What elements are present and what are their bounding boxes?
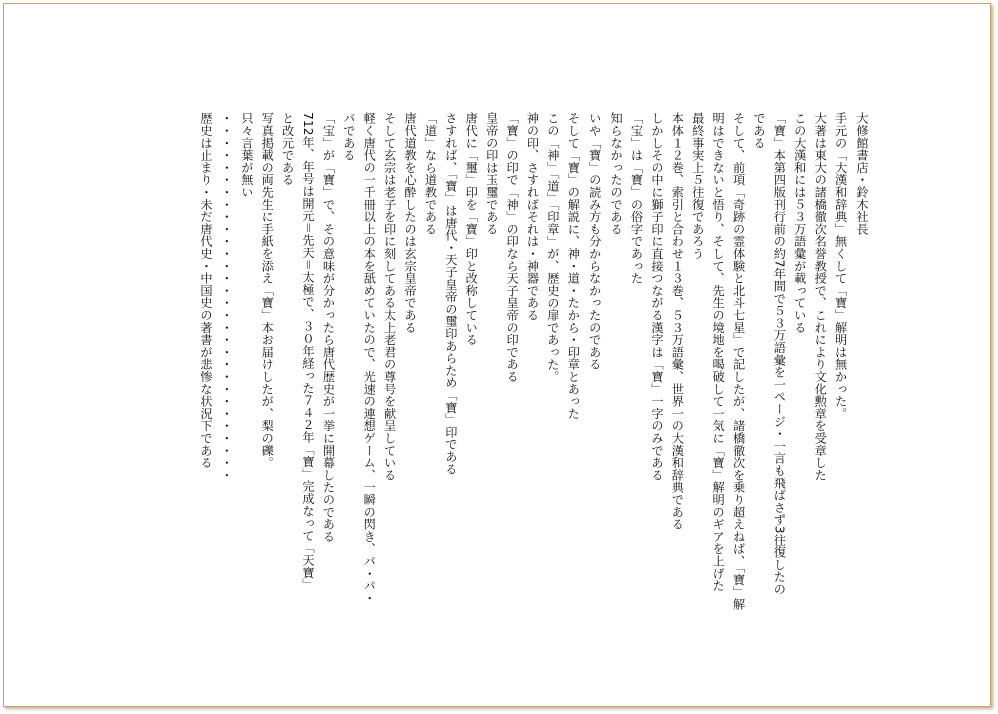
text-line: 軽く唐代の一千冊以上の本を舐めていたので、光速の連想ゲーム、一瞬の閃き、パ・パ・ bbox=[362, 112, 377, 604]
text-line: 只々言葉が無い bbox=[239, 112, 254, 199]
text-line: 写真掲載の両先生に手紙を添え「寶」本お届けしたが、梨の礫。 bbox=[260, 112, 275, 469]
text-line: そして、前項「奇跡の霊体験と北斗七星」で記したが、諸橋徹次を乗り超えねば、「寶」解 bbox=[731, 112, 746, 611]
text-line: この「神」「道」「印章」が、歴史の扉であった。 bbox=[545, 112, 560, 383]
text-line: と改元である bbox=[280, 112, 295, 186]
text-line: いや「寶」の読み方も分からなかったのである bbox=[587, 112, 602, 371]
document-page bbox=[3, 3, 991, 707]
text-line: 知らなかったのである bbox=[609, 112, 624, 235]
text-line: 712年、年号は開元＝先天＝太極で、３０年経った７４２年「寶」完成なって「天寶」 bbox=[301, 112, 316, 591]
text-line: 「宝」が「寶」で、その意味が分かったら唐代歴史が一挙に開幕したのである bbox=[321, 112, 336, 543]
text-line: 「寶」の印で「神」の印なら天子皇帝の印である bbox=[505, 112, 520, 383]
text-line: である bbox=[751, 112, 766, 149]
text-line: 大修館書店・鈴木社長 bbox=[855, 112, 869, 235]
text-line: 神の印、さすればそれは・神器である bbox=[525, 112, 540, 322]
text-line: ・・・・・・・・・・・・・・・・・・・・・・・・・・・・・・ bbox=[219, 112, 234, 481]
text-line: 最終事実上５往復であろう bbox=[690, 112, 705, 260]
text-line: さすれば、「寶」は唐代・天子皇帝の璽印あらため「寶」印である bbox=[443, 112, 458, 475]
vertical-text-body bbox=[196, 112, 872, 672]
text-line: しかしその中に獅子印に直接つながる漢字は「寶」一字のみである bbox=[649, 112, 664, 481]
text-line: パである bbox=[341, 112, 356, 162]
text-line: 大著は東大の諸橋徹次名誉教授で、これにより文化勲章を受章した bbox=[813, 112, 828, 481]
text-line: 皇帝の印は玉璽である bbox=[484, 112, 499, 235]
text-line: 唐代に「璽」印を「寶」印と改称している bbox=[464, 112, 479, 346]
text-line: 歴史は止まり・未だ唐代史・中国史の著書が悲惨な状況下である bbox=[199, 112, 213, 469]
text-line: そして「寶」の解説に、神・道・たから・印章とあった bbox=[566, 112, 581, 420]
text-line: 唐代道教を心酔したのは玄宗皇帝である bbox=[403, 112, 418, 334]
text-line: この大漢和には５３万語彙が載っている bbox=[792, 112, 807, 334]
text-line: 本体１２巻、索引と合わせ１３巻、５３万語彙、世界一の大漢和辞典である bbox=[670, 112, 685, 531]
text-line: 「道」なら道教である bbox=[423, 112, 438, 235]
text-line: 明はできないと悟り、そして、先生の境地を喝破して一気に「寶」解明のギアを上げた bbox=[711, 112, 726, 592]
text-line: 「寶」本第四版刊行前の約7年間で５３万語彙を一ページ・一言も飛ばさず3往復したの bbox=[772, 112, 787, 596]
text-line: 「宝」は「寶」の俗字であった bbox=[629, 112, 644, 285]
text-line: そして玄宗は老子を印に刻してある太上老君の尊号を献呈している bbox=[382, 112, 397, 481]
text-line: 手元の「大漢和辞典」無くして「寶」解明は無かった。 bbox=[833, 112, 848, 420]
